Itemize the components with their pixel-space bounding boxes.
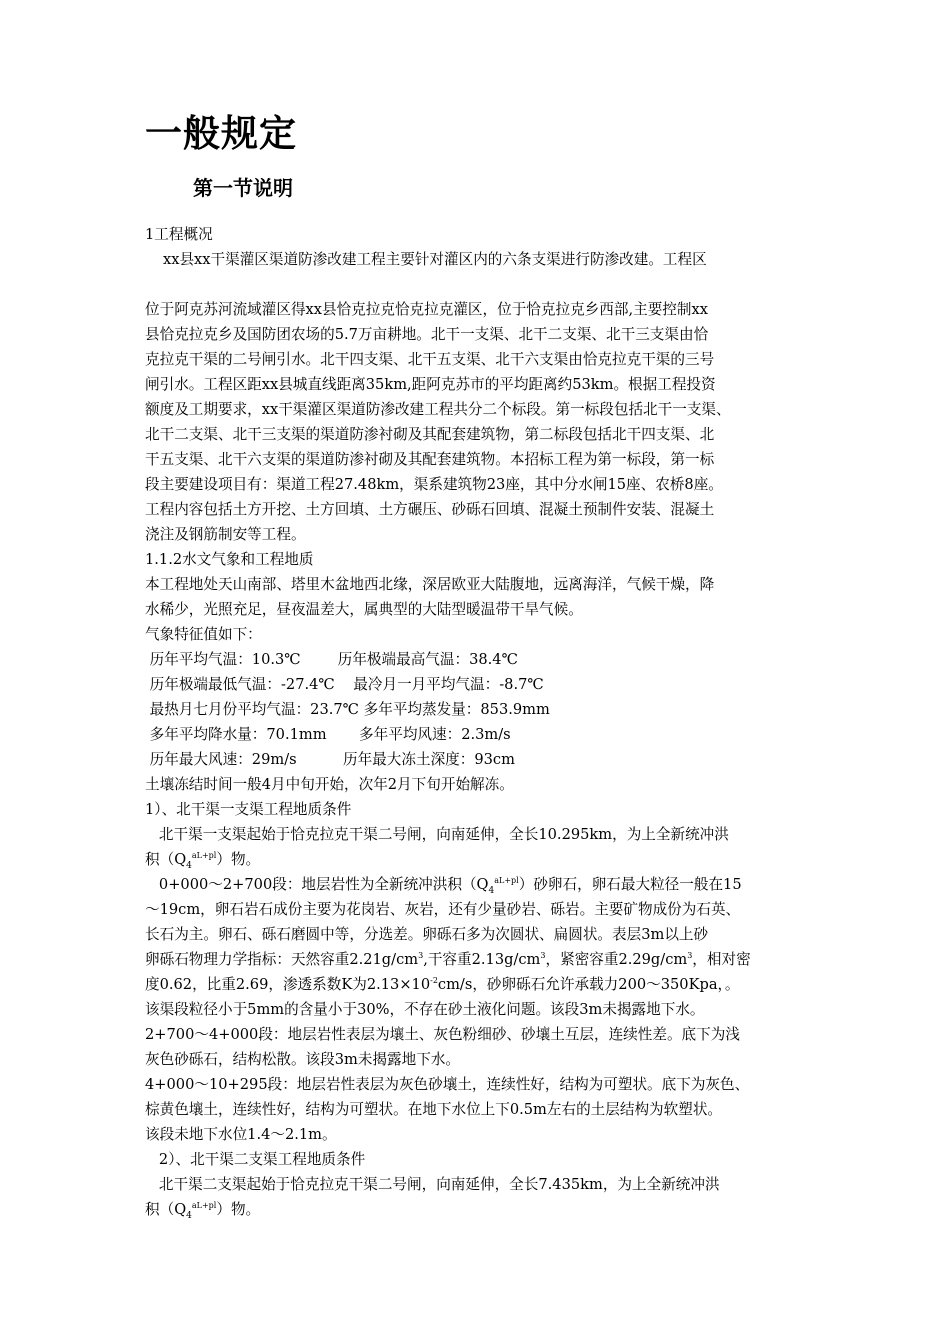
climate-row: 历年最大风速：29m/s 历年最大冻土深度：93cm xyxy=(145,751,515,768)
paragraph-line: 1工程概况 xyxy=(145,226,213,243)
text-run: 积（Q xyxy=(145,1201,187,1218)
superscript: 3 xyxy=(418,951,424,961)
text-run: cm/s，砂卵砾石允许承载力200～350Kpa，。 xyxy=(437,976,740,993)
blank-line xyxy=(145,272,810,297)
text-run: ，相对密 xyxy=(692,951,751,968)
paragraph-line: 棕黄色壤土，连续性好，结构为可塑状。在地下水位上下0.5m左右的土层结构为软塑状。 xyxy=(145,1101,723,1118)
paragraph-line: 干五支渠、北干六支渠的渠道防渗衬砌及其配套建筑物。本招标工程为第一标段，第一标 xyxy=(145,451,715,468)
text-run: ）物。 xyxy=(216,851,261,868)
paragraph-line: ～19cm，卵石岩石成份主要为花岗岩、灰岩，还有少量砂岩、砾岩。主要矿物成份为石英、 xyxy=(145,901,741,918)
paragraph-line: 北干渠一支渠起始于恰克拉克干渠二号闸，向南延伸，全长10.295km，为上全新统冲洪 xyxy=(145,826,729,843)
subsection-heading: 1）、北干渠一支渠工程地质条件 xyxy=(145,801,352,818)
superscript: -2 xyxy=(430,976,438,986)
paragraph-line: 北干二支渠、北干三支渠的渠道防渗衬砌及其配套建筑物，第二标段包括北干四支渠、北 xyxy=(145,426,715,443)
superscript: aL+pl xyxy=(191,851,217,861)
subscript: 4 xyxy=(186,860,192,871)
paragraph-line: 4+000～10+295段：地层岩性表层为灰色砂壤土，连续性好，结构为可塑状。底下为灰色、 xyxy=(145,1076,750,1093)
paragraph-line xyxy=(145,872,810,897)
paragraph-line: 县恰克拉克乡及国防团农场的5.7万亩耕地。北干一支渠、北干二支渠、北干三支渠由恰 xyxy=(145,326,709,343)
paragraph-line: 2+700～4+000段：地层岩性表层为壤土、灰色粉细砂、砂壤土互层，连续性差。底下为浅 xyxy=(145,1026,740,1043)
superscript: 3 xyxy=(540,951,546,961)
climate-row: 历年极端最低气温：-27.4℃ 最冷月一月平均气温：-8.7℃ xyxy=(145,676,544,693)
subsection-heading: 2）、北干渠二支渠工程地质条件 xyxy=(145,1151,366,1168)
climate-row: 历年平均气温：10.3℃ 历年极端最高气温：38.4℃ xyxy=(145,651,518,668)
paragraph-line xyxy=(145,947,810,972)
text-run: 0+000～2+700段：地层岩性为全新统冲洪积（Q xyxy=(145,876,489,893)
text-run: ）物。 xyxy=(216,1201,261,1218)
paragraph-line: 段主要建设项目有：渠道工程27.48km，渠系建筑物23座，其中分水闸15座、农桥8座。 xyxy=(145,476,723,493)
superscript: aL+pl xyxy=(191,1201,217,1211)
paragraph-line xyxy=(145,1197,810,1222)
text-run: ，紧密容重2.29g/cm xyxy=(545,951,688,968)
paragraph-line: 灰色砂砾石，结构松散。该段3m未揭露地下水。 xyxy=(145,1051,461,1068)
paragraph-line: 工程内容包括土方开挖、土方回填、土方碾压、砂砾石回填、混凝土预制件安装、混凝土 xyxy=(145,501,715,518)
section-title: 第一节说明 xyxy=(193,176,293,200)
paragraph-line: 长石为主。卵石、砾石磨圆中等，分选差。卵砾石多为次圆状、扁圆状。表层3m以上砂 xyxy=(145,926,709,943)
subsection-heading: 1.1.2水文气象和工程地质 xyxy=(145,551,314,568)
document-body xyxy=(145,222,810,1222)
subscript: 4 xyxy=(488,885,495,896)
paragraph-line xyxy=(145,847,810,872)
subscript: 4 xyxy=(186,1210,192,1221)
text-run: ）砂卵石，卵石最大粒径一般在15 xyxy=(518,876,742,893)
climate-row: 最热月七月份平均气温：23.7℃ 多年平均蒸发量：853.9mm xyxy=(145,701,550,718)
text-run: 积（Q xyxy=(145,851,187,868)
climate-row: 多年平均降水量：70.1mm 多年平均风速：2.3m/s xyxy=(145,726,511,743)
paragraph-line: 闸引水。工程区距xx县城直线距离35km,距阿克苏市的平均距离约53km。根据工程投资 xyxy=(145,376,716,393)
paragraph-line: 该渠段粒径小于5mm的含量小于30%，不存在砂土液化问题。该段3m未揭露地下水。 xyxy=(145,1001,705,1018)
paragraph-line: 额度及工期要求，xx干渠灌区渠道防渗改建工程共分二个标段。第一标段包括北干一支渠、 xyxy=(145,401,731,418)
paragraph-line: 水稀少，光照充足，昼夜温差大，属典型的大陆型暖温带干旱气候。 xyxy=(145,601,583,618)
text-run: 度0.62，比重2.69，渗透系数K为2.13×10 xyxy=(145,976,431,993)
text-run: 卵砾石物理力学指标：天然容重2.21g/cm xyxy=(145,951,419,968)
paragraph-line: 浇注及钢筋制安等工程。 xyxy=(145,526,306,543)
superscript: 3 xyxy=(687,951,693,961)
page-title: 一般规定 xyxy=(145,112,297,155)
paragraph-line: 北干渠二支渠起始于恰克拉克干渠二号闸，向南延伸，全长7.435km，为上全新统冲洪 xyxy=(145,1176,720,1193)
paragraph-line: 气象特征值如下： xyxy=(145,626,262,643)
paragraph-line xyxy=(145,972,810,997)
text-run: ,干容重2.13g/cm xyxy=(423,951,541,968)
paragraph-line: 克拉克干渠的二号闸引水。北干四支渠、北干五支渠、北干六支渠由恰克拉克干渠的三号 xyxy=(145,351,715,368)
superscript: aL+pl xyxy=(494,876,519,886)
paragraph-line: 该段未地下水位1.4～2.1m。 xyxy=(145,1126,337,1143)
paragraph-line: 位于阿克苏河流域灌区得xx县恰克拉克恰克拉克灌区，位于恰克拉克乡西部,主要控制xx xyxy=(145,301,708,318)
paragraph-line: xx县xx干渠灌区渠道防渗改建工程主要针对灌区内的六条支渠进行防渗改建。工程区 xyxy=(163,251,707,268)
paragraph-line: 本工程地处天山南部、塔里木盆地西北缘，深居欧亚大陆腹地，远离海洋，气候干燥，降 xyxy=(145,576,715,593)
paragraph-line: 土壤冻结时间一般4月中旬开始，次年2月下旬开始解冻。 xyxy=(145,776,514,793)
